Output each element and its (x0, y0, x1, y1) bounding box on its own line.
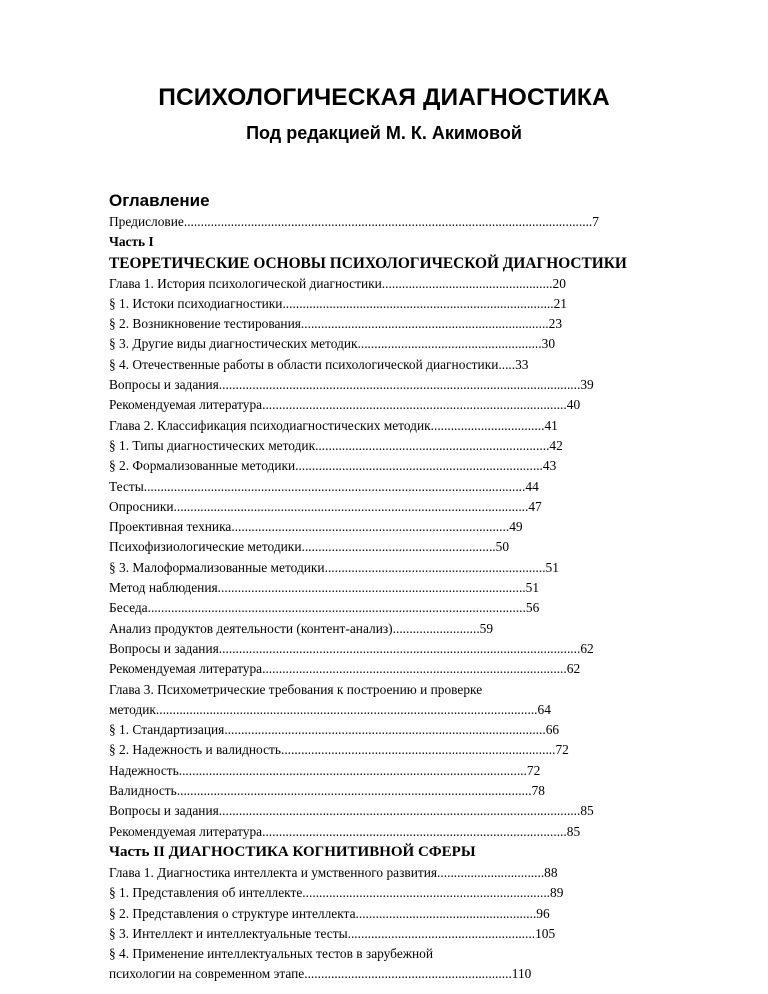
toc-entry: методик..................................................................................................................64 (109, 701, 551, 717)
toc-entry: Глава 2. Классификация психодиагностических методик..................................41 (109, 417, 558, 433)
document-title: ПСИХОЛОГИЧЕСКАЯ ДИАГНОСТИКА (158, 84, 610, 111)
toc-entry: § 2. Представления о структуре интеллекта......................................................96 (109, 905, 550, 921)
toc-entry: Тесты..................................................................................................................44 (109, 478, 539, 494)
toc-entry: § 1. Представления об интеллекте..........................................................................89 (109, 885, 564, 901)
toc-entry: § 3. Интеллект и интеллектуальные тесты........................................................105 (109, 925, 556, 941)
toc-entry: § 1. Типы диагностических методик......................................................................42 (109, 437, 563, 453)
toc-entry: Психофизиологические методики..........................................................50 (109, 539, 510, 555)
toc-entry: Вопросы и задания............................................................................................................85 (109, 803, 594, 819)
toc-entry: Предисловие..........................................................................................................................7 (109, 214, 599, 229)
toc-entry: Глава 1. Диагностика интеллекта и умственного развития................................88 (109, 864, 558, 880)
toc-entry: Метод наблюдения............................................................................................51 (109, 580, 540, 596)
toc-entry: § 1. Стандартизация................................................................................................66 (109, 722, 560, 738)
toc-entry: Часть II ДИАГНОСТИКА КОГНИТИВНОЙ СФЕРЫ (109, 843, 476, 860)
toc-heading: Оглавление (109, 191, 210, 210)
toc-entry: § 3. Другие виды диагностических методик.......................................................30 (109, 336, 556, 352)
toc-entry: ТЕОРЕТИЧЕСКИЕ ОСНОВЫ ПСИХОЛОГИЧЕСКОЙ ДИАГНОСТИКИ (109, 254, 627, 272)
toc-entry: Валидность..........................................................................................................78 (109, 783, 545, 799)
toc-entry: Рекомендуемая литература...........................................................................................40 (109, 397, 581, 413)
toc-entry: § 2. Возникновение тестирования..........................................................................23 (109, 316, 563, 332)
toc-entry: Беседа.................................................................................................................56 (109, 600, 540, 616)
toc-entry: Рекомендуемая литература...........................................................................................85 (109, 823, 581, 839)
toc-entry: § 2. Формализованные методики..........................................................................43 (109, 458, 557, 474)
toc-entry: Вопросы и задания............................................................................................................62 (109, 640, 594, 656)
toc-entry: Надежность........................................................................................................72 (109, 762, 541, 778)
toc-entry: Вопросы и задания............................................................................................................39 (109, 377, 594, 393)
toc-entry: психологии на современном этапе..............................................................110 (109, 966, 532, 982)
toc-entry: § 2. Надежность и валидность..................................................................................72 (109, 742, 569, 758)
toc-entry: Проективная техника...................................................................................49 (109, 519, 523, 535)
toc-entry: Глава 1. История психологической диагностики...................................................20 (109, 275, 566, 291)
toc-entry: § 3. Малоформализованные методики..................................................................51 (109, 559, 559, 575)
table-of-contents (109, 212, 729, 985)
toc-entry: Рекомендуемая литература...........................................................................................62 (109, 661, 581, 677)
toc-entry: § 1. Истоки психодиагностики.................................................................................21 (109, 295, 568, 311)
toc-entry: § 4. Применение интеллектуальных тестов в зарубежной (109, 946, 434, 962)
toc-entry: Часть I (109, 234, 154, 250)
toc-entry: Глава 3. Психометрические требования к построению и проверке (109, 681, 483, 697)
toc-entry: Анализ продуктов деятельности (контент-анализ)..........................59 (109, 620, 494, 636)
toc-entry: Опросники..........................................................................................................47 (109, 498, 542, 514)
toc-entry: § 4. Отечественные работы в области психологической диагностики.....33 (109, 356, 529, 372)
document-subtitle: Под редакцией М. К. Акимовой (246, 123, 522, 143)
